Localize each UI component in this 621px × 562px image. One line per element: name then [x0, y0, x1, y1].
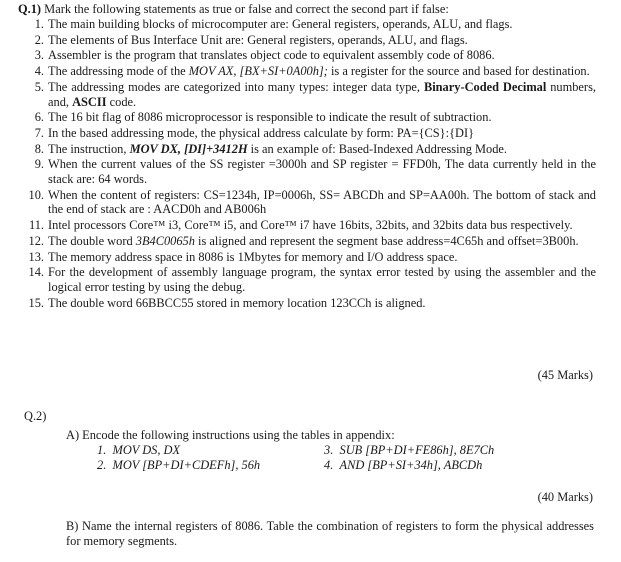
- statement-code: MOV DX, [DI]+3412H: [129, 141, 248, 156]
- statement-item: [20, 80, 596, 109]
- statement-text-post: is a register for the source and based for destination.: [327, 64, 590, 79]
- question-2-number: Q.2): [24, 409, 47, 423]
- statement-number: 8.: [34, 141, 44, 156]
- statement-item: [20, 126, 596, 141]
- statement-number: 12.: [28, 233, 44, 248]
- statement-text: For the development of assembly language program, the syntax error tested by using the assembler and the logical error testing by using the debug.: [48, 265, 596, 294]
- statement-item: [20, 296, 596, 311]
- statement-item: [20, 250, 596, 265]
- encode-instruction-text: MOV [BP+DI+CDEFh], 56h: [112, 458, 261, 472]
- question-1-marks: (45 Marks): [537, 368, 593, 382]
- statement-text-post: is an example of: Based-Indexed Addressing Mode.: [247, 141, 508, 156]
- statement-number: 1.: [34, 17, 44, 31]
- statement-text-pre: The instruction,: [48, 141, 130, 156]
- encode-instruction-number: 1.: [97, 443, 107, 457]
- question-2a-title: A) Encode the following instructions using the tables in appendix:: [66, 428, 395, 442]
- statement-text: The memory address space in 8086 is 1Mbytes for memory and I/O address space.: [48, 249, 458, 264]
- statement-item: [20, 48, 596, 63]
- statement-number: 9.: [34, 157, 44, 172]
- statement-text-post: code.: [106, 94, 137, 109]
- statement-code: 3B4C0065h: [135, 233, 195, 248]
- statement-text-mid: numbers, and,: [48, 79, 596, 109]
- encode-instruction-item: [97, 458, 260, 473]
- statement-item: [20, 265, 596, 294]
- statement-number: 15.: [28, 295, 44, 310]
- statement-text: The main building blocks of microcomputer are: General registers, operands, ALU, and flags.: [48, 17, 513, 31]
- statement-number: 5.: [34, 79, 44, 94]
- statement-item: [20, 157, 596, 186]
- statement-number: 7.: [34, 126, 44, 140]
- statement-item: [20, 142, 596, 157]
- statement-item: [20, 218, 596, 233]
- statement-number: 6.: [34, 110, 44, 125]
- encode-instruction-number: 2.: [97, 458, 107, 472]
- statement-bold-term: ASCII: [72, 94, 107, 109]
- encode-instruction-text: SUB [BP+DI+FE86h], 8E7Ch: [339, 443, 495, 457]
- encode-instruction-text: AND [BP+SI+34h], ABCDh: [339, 458, 483, 472]
- encode-instruction-item: [97, 443, 180, 458]
- statement-text: The 16 bit flag of 8086 microprocessor is responsible to indicate the result of subtraction.: [48, 110, 492, 125]
- encode-instruction-number: 3.: [324, 443, 334, 457]
- statement-number: 11.: [28, 218, 44, 233]
- statement-number: 2.: [34, 32, 44, 47]
- encode-instruction-text: MOV DS, DX: [112, 443, 181, 457]
- statement-item: [20, 17, 596, 32]
- statement-item: [20, 64, 596, 79]
- encode-instruction-item: [324, 443, 494, 458]
- question-1-statement-list: [20, 17, 596, 311]
- statement-text: In the based addressing mode, the physical address calculate by form: PA={CS}:{DI}: [48, 126, 475, 140]
- statement-text-pre: The addressing modes are categorized into many types: integer data type,: [48, 79, 424, 94]
- encode-instruction-number: 4.: [324, 458, 334, 472]
- encode-instruction-item: [324, 458, 482, 473]
- statement-text: Assembler is the program that translates object code to equivalent assembly code of 8086.: [48, 48, 495, 63]
- question-2b-text: B) Name the internal registers of 8086. Table the combination of registers to form the physical addresses for memory segments.: [66, 519, 594, 548]
- statement-item: [20, 110, 596, 125]
- statement-item: [20, 33, 596, 48]
- statement-number: 3.: [34, 48, 44, 63]
- statement-number: 13.: [28, 249, 44, 264]
- statement-text: When the current values of the SS register =3000h and SP register = FFD0h, The data currently held in the stack are: 64 words.: [48, 157, 596, 187]
- question-1-instruction: Mark the following statements as true or false and correct the second part if false:: [44, 2, 449, 16]
- statement-number: 14.: [28, 265, 44, 280]
- question-1-header: [18, 2, 449, 17]
- statement-number: 4.: [34, 64, 44, 79]
- statement-text: When the content of registers: CS=1234h, IP=0006h, SS= ABCDh and SP=AA00h. The bottom of stack and the end of stack are : AACD0h and AB006h: [48, 187, 596, 217]
- statement-code: MOV AX, [BX+SI+0A00h];: [188, 64, 328, 79]
- statement-text-pre: The double word: [48, 233, 136, 248]
- statement-item: [20, 234, 596, 249]
- statement-text: Intel processors Core™ i3, Core™ i5, and Core™ i7 have 16bits, 32bits, and 32bits data bus respectively.: [48, 218, 573, 233]
- statement-number: 10.: [28, 187, 44, 202]
- statement-text: The elements of Bus Interface Unit are: General registers, operands, ALU, and flags.: [48, 32, 468, 47]
- statement-item: [20, 188, 596, 217]
- statement-text-pre: The addressing mode of the: [48, 64, 189, 79]
- statement-text-post: is aligned and represent the segment base address=4C65h and offset=3B00h.: [194, 233, 579, 248]
- statement-text: The double word 66BBCC55 stored in memory location 123CCh is aligned.: [48, 295, 426, 310]
- question-2a-marks: (40 Marks): [537, 490, 593, 504]
- question-1-number: Q.1): [18, 2, 42, 16]
- statement-bold-term: Binary-Coded Decimal: [423, 79, 547, 94]
